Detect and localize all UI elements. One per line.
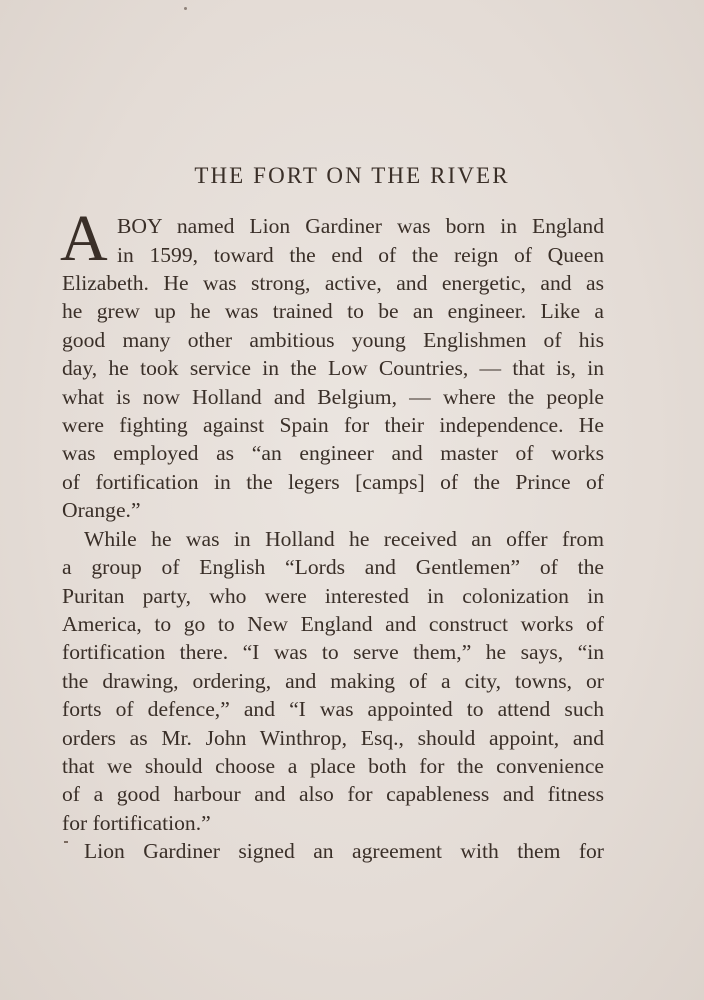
- text-line: day, he took service in the Low Countries, — that is, in: [62, 356, 604, 380]
- ink-speck: [184, 7, 187, 10]
- margin-mark: [64, 841, 68, 843]
- text-line: a group of English “Lords and Gentlemen” of the: [62, 555, 604, 579]
- text-line: orders as Mr. John Winthrop, Esq., should appoint, and: [62, 726, 604, 750]
- text-line: While he was in Holland he received an offer from: [84, 527, 604, 551]
- drop-cap: A: [60, 202, 108, 275]
- text-line: of a good harbour and also for capableness and fitness: [62, 782, 604, 806]
- text-line: what is now Holland and Belgium, — where the people: [62, 385, 604, 409]
- text-line: forts of defence,” and “I was appointed to attend such: [62, 697, 604, 721]
- text-line: BOY named Lion Gardiner was born in England: [117, 214, 604, 238]
- text-line: of fortification in the legers [camps] of the Prince of: [62, 470, 604, 494]
- text-line: the drawing, ordering, and making of a city, towns, or: [62, 669, 604, 693]
- text-line: fortification there. “I was to serve them,” he says, “in: [62, 640, 604, 664]
- text-line: that we should choose a place both for the convenience: [62, 754, 604, 778]
- text-line: were fighting against Spain for their independence. He: [62, 413, 604, 437]
- text-line: Puritan party, who were interested in colonization in: [62, 584, 604, 608]
- text-line: was employed as “an engineer and master of works: [62, 441, 604, 465]
- text-line: good many other ambitious young Englishmen of his: [62, 328, 604, 352]
- text-line: in 1599, toward the end of the reign of Queen: [117, 243, 604, 267]
- text-line: Orange.”: [62, 498, 141, 522]
- text-line: Lion Gardiner signed an agreement with them for: [84, 839, 604, 863]
- text-line: America, to go to New England and construct works of: [62, 612, 604, 636]
- text-line: he grew up he was trained to be an engineer. Like a: [62, 299, 604, 323]
- text-line: Elizabeth. He was strong, active, and energetic, and as: [62, 271, 604, 295]
- chapter-title: THE FORT ON THE RIVER: [194, 163, 510, 188]
- text-line: for fortification.”: [62, 811, 211, 835]
